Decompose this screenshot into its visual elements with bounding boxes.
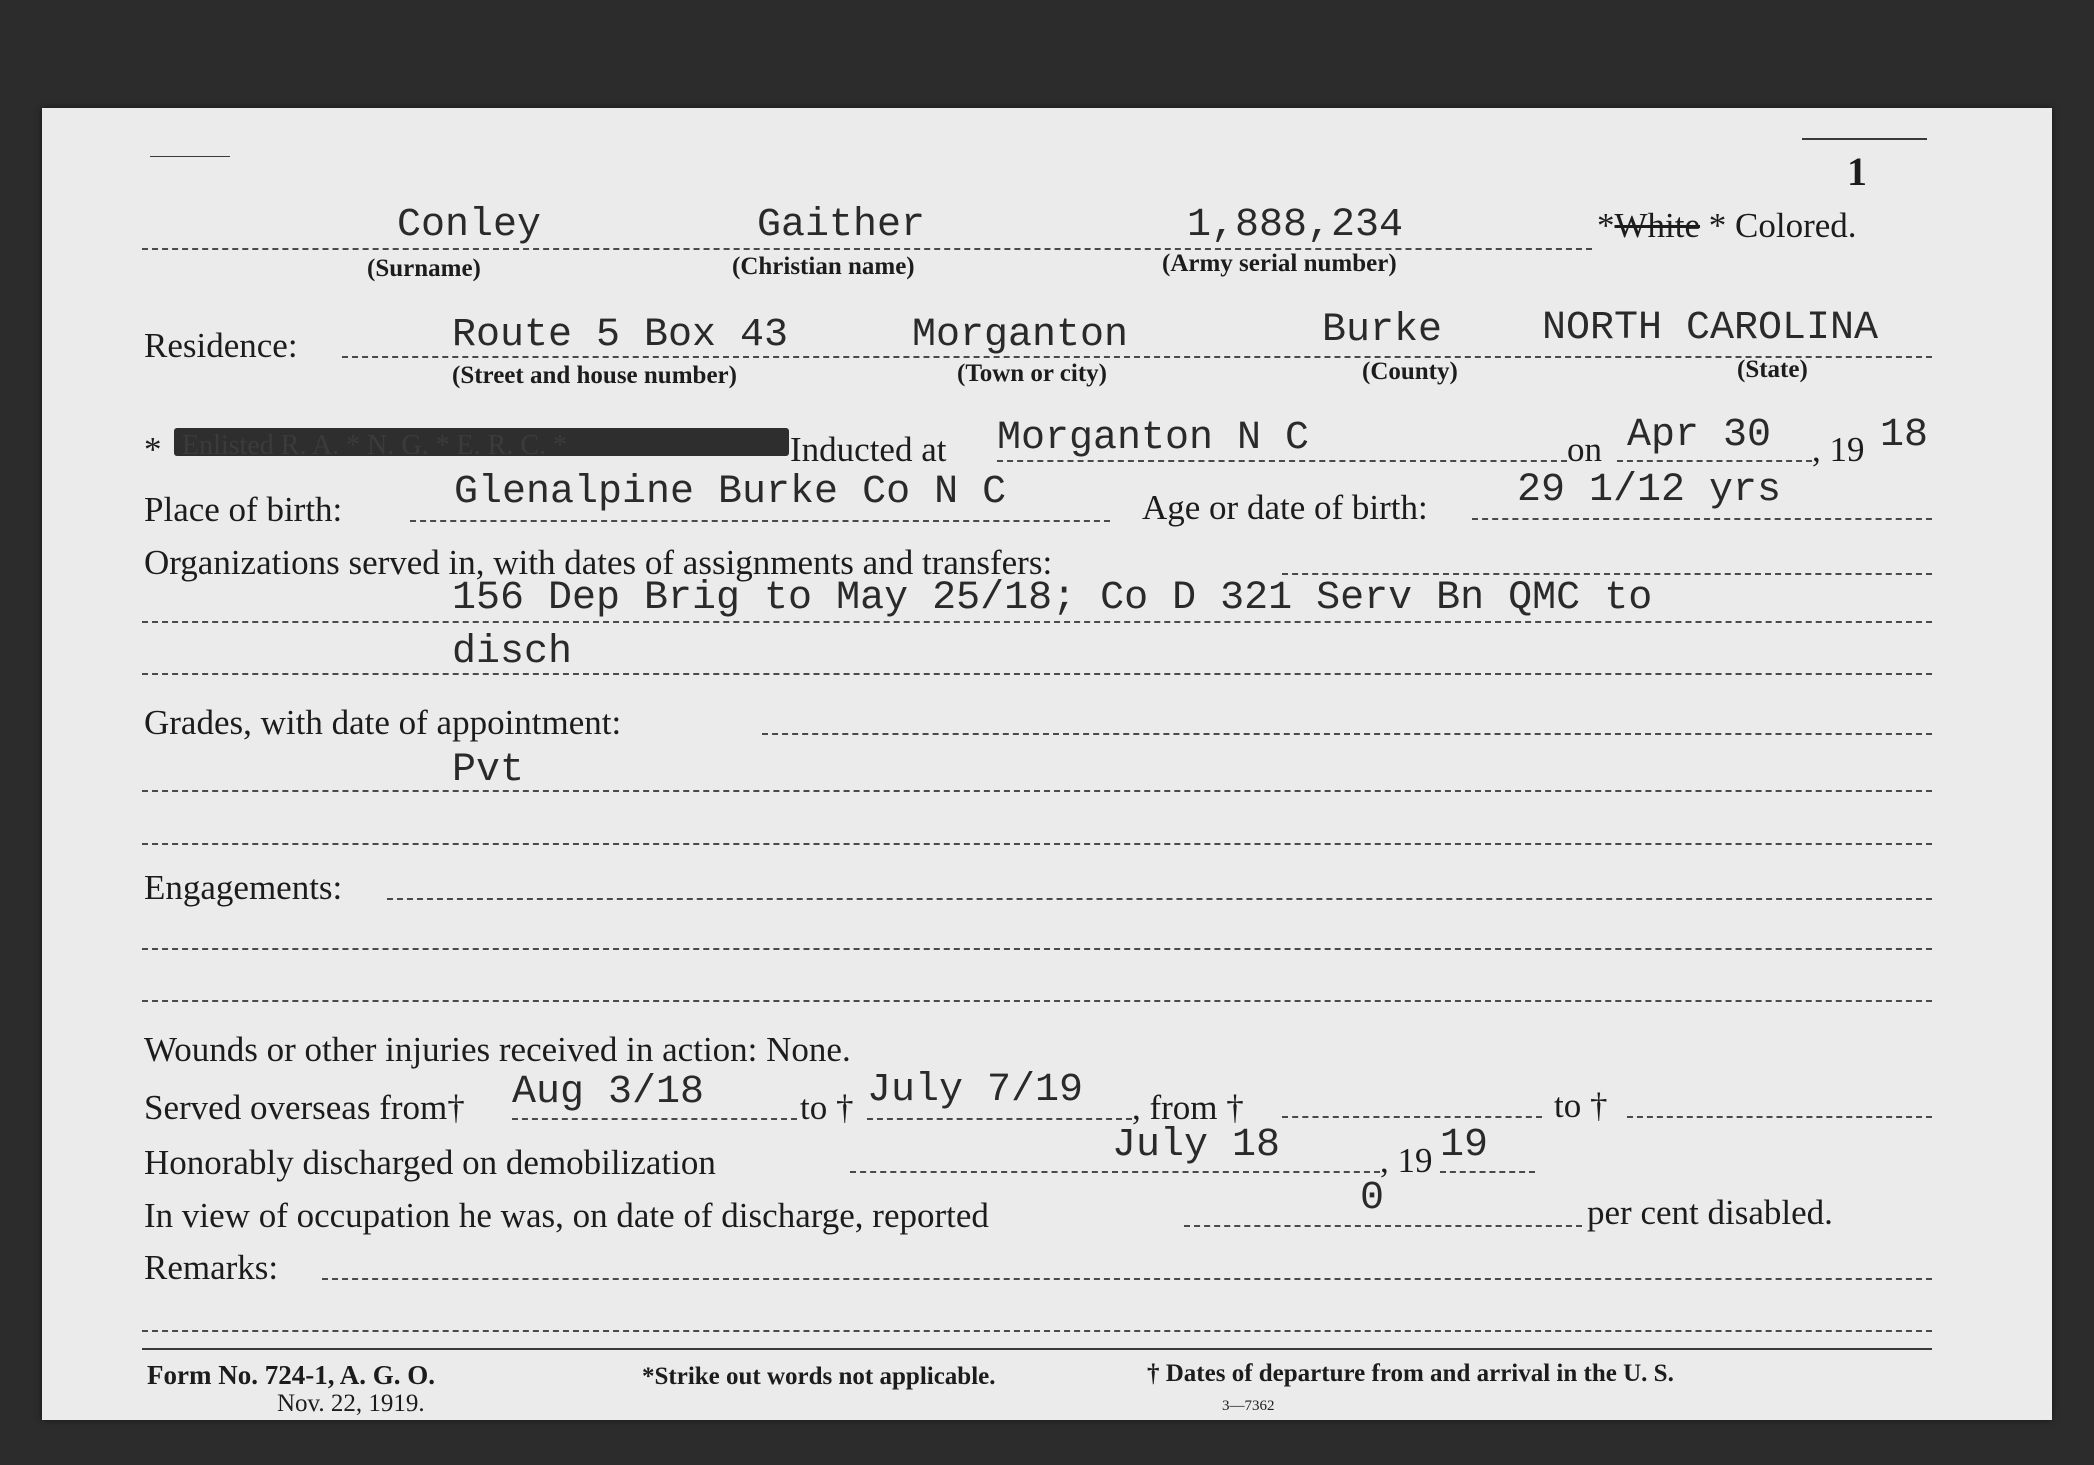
overseas-to2-label: to † xyxy=(1554,1086,1608,1125)
overseas-to2-line xyxy=(1627,1116,1932,1118)
remarks-line-1 xyxy=(322,1278,1932,1280)
residence-label: Residence: xyxy=(144,326,298,365)
dagger-marker: † xyxy=(1226,1088,1244,1127)
dagger-marker: † xyxy=(835,1088,854,1127)
form-number: Form No. 724-1, A. G. O. xyxy=(147,1360,435,1390)
footer-rule xyxy=(142,1348,1932,1350)
race-options xyxy=(1597,206,1857,246)
birth-place-label: Place of birth: xyxy=(144,490,343,529)
overseas-from-value: Aug 3/18 xyxy=(512,1070,705,1115)
dagger-note: † Dates of departure from and arrival in the U. S. xyxy=(1147,1360,1674,1387)
overseas-to-label: to † xyxy=(800,1088,854,1127)
town-caption: (Town or city) xyxy=(957,360,1107,387)
induction-date: Apr 30 xyxy=(1627,413,1772,458)
star-marker: * xyxy=(1708,206,1727,245)
age-value: 29 1/12 yrs xyxy=(1517,468,1782,513)
birth-place-line xyxy=(410,520,1110,522)
residence-state: NORTH CAROLINA xyxy=(1542,306,1879,351)
engagements-line-3 xyxy=(142,1000,1932,1002)
discharge-label: Honorably discharged on demobilization xyxy=(144,1143,716,1182)
induction-year: , 19 xyxy=(1812,430,1865,469)
print-code: 3—7362 xyxy=(1222,1398,1275,1414)
white-label: White xyxy=(1614,206,1701,245)
overseas-from-label: Served overseas from xyxy=(144,1088,448,1127)
engagements-line-1 xyxy=(387,898,1932,900)
remarks-line-2 xyxy=(142,1330,1932,1332)
top-right-rule xyxy=(1802,138,1927,140)
grades-line-2 xyxy=(142,790,1932,792)
serial-caption: (Army serial number) xyxy=(1162,250,1397,277)
grades-label: Grades, with date of appointment: xyxy=(144,703,622,742)
surname-caption: (Surname) xyxy=(367,255,481,282)
overseas-label xyxy=(144,1088,465,1128)
engagements-line-2 xyxy=(142,948,1932,950)
induction-star: * xyxy=(144,430,162,469)
grades-value: Pvt xyxy=(452,748,525,793)
serial-number-value: 1,888,234 xyxy=(1187,203,1404,248)
surname-value: Conley xyxy=(397,203,542,248)
residence-county: Burke xyxy=(1322,308,1443,353)
inducted-label: Inducted at xyxy=(790,430,947,469)
residence-town: Morganton xyxy=(912,313,1129,358)
christian-caption: (Christian name) xyxy=(732,253,915,280)
remarks-label: Remarks: xyxy=(144,1248,279,1287)
strike-note: *Strike out words not applicable. xyxy=(642,1363,996,1390)
on-label: on xyxy=(1567,430,1602,469)
induction-place: Morganton N C xyxy=(997,416,1310,461)
disability-value: 0 xyxy=(1360,1176,1385,1221)
organizations-value-1: 156 Dep Brig to May 25/18; Co D 321 Serv Bn QMC to xyxy=(452,576,1653,621)
discharge-date-line xyxy=(850,1171,1380,1173)
top-left-rule xyxy=(150,156,230,157)
overseas-from2-line xyxy=(1282,1116,1542,1118)
birth-place-value: Glenalpine Burke Co N C xyxy=(454,470,1007,515)
overseas-from-line xyxy=(512,1118,797,1120)
induction-date-line xyxy=(1617,460,1812,462)
redacted-text: Enlisted R. A. * N. G. * E. R. C. * xyxy=(182,430,568,461)
discharge-year-line xyxy=(1440,1171,1535,1173)
organizations-value-2: disch xyxy=(452,630,573,675)
card-number: 1 xyxy=(1847,149,1867,194)
christian-name-value: Gaither xyxy=(757,203,926,248)
overseas-from2-label: , from † xyxy=(1132,1088,1244,1127)
service-record-card xyxy=(42,108,2052,1420)
disability-suffix: per cent disabled. xyxy=(1587,1193,1833,1232)
age-label: Age or date of birth: xyxy=(1142,488,1428,527)
grades-line-1 xyxy=(762,733,1932,735)
dagger-marker: † xyxy=(447,1088,465,1127)
induction-year-suffix: 18 xyxy=(1880,413,1929,458)
engagements-label: Engagements: xyxy=(144,868,343,907)
organizations-line-1 xyxy=(1282,573,1932,575)
discharge-date: July 18 xyxy=(1112,1123,1281,1168)
disability-line xyxy=(1184,1225,1582,1227)
grades-line-3 xyxy=(142,843,1932,845)
discharge-year-suffix: 19 xyxy=(1440,1123,1489,1168)
overseas-to-value: July 7/19 xyxy=(867,1068,1084,1113)
overseas-to-line xyxy=(867,1118,1132,1120)
dagger-marker: † xyxy=(1589,1086,1608,1125)
colored-label: Colored. xyxy=(1735,206,1857,245)
age-line xyxy=(1472,518,1932,520)
organizations-line-3 xyxy=(142,673,1932,675)
organizations-line-2 xyxy=(142,621,1932,623)
state-caption: (State) xyxy=(1737,356,1808,383)
organizations-label: Organizations served in, with dates of assignments and transfers: xyxy=(144,543,1053,582)
wounds-text: Wounds or other injuries received in action: None. xyxy=(144,1030,851,1069)
discharge-year: , 19 xyxy=(1380,1141,1433,1180)
form-date: Nov. 22, 1919. xyxy=(277,1390,425,1417)
star-marker: * xyxy=(1597,206,1615,245)
residence-street: Route 5 Box 43 xyxy=(452,313,789,358)
county-caption: (County) xyxy=(1362,358,1458,385)
disability-label: In view of occupation he was, on date of discharge, reported xyxy=(144,1196,989,1235)
street-caption: (Street and house number) xyxy=(452,362,737,389)
